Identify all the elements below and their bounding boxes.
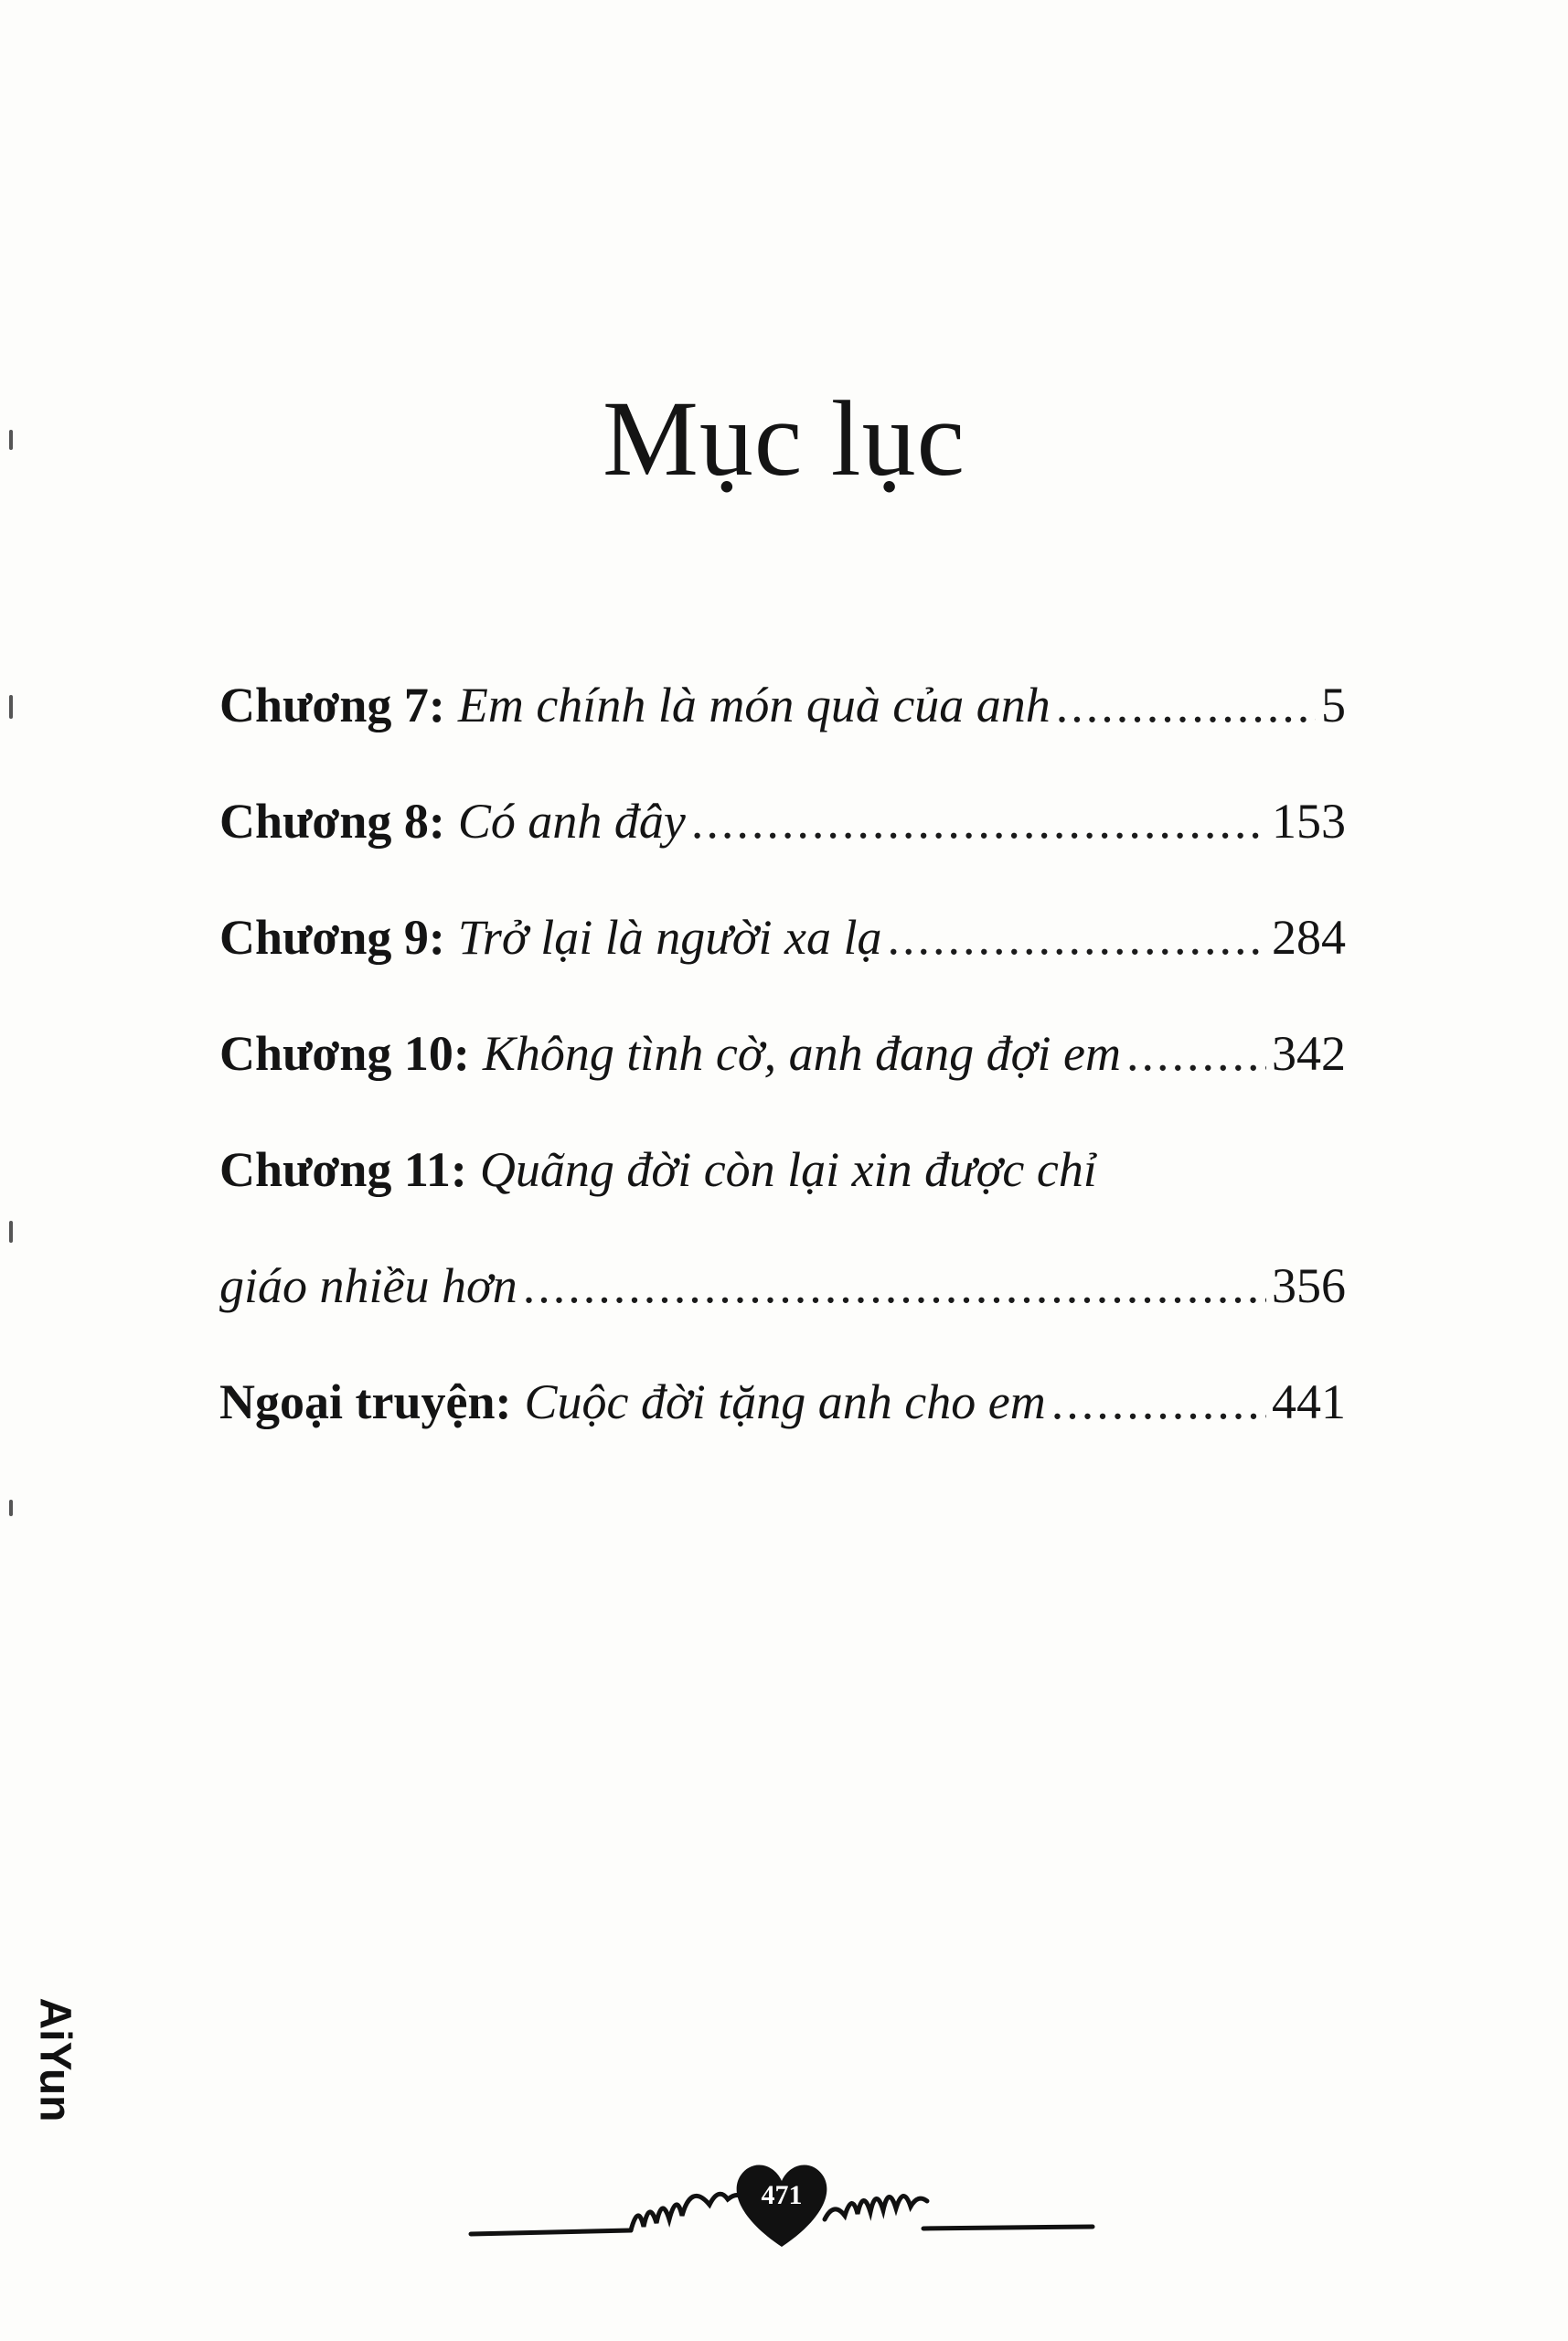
toc-chapter-label: Ngoại truyện: bbox=[219, 1374, 512, 1429]
toc-entry-chapter-8 bbox=[219, 793, 1346, 909]
toc-chapter-title-continued: giáo nhiều hơn bbox=[219, 1258, 517, 1313]
toc-chapter-label: Chương 11: bbox=[219, 1142, 467, 1197]
toc-entry-chapter-7 bbox=[219, 677, 1346, 793]
toc-page-number: 284 bbox=[1272, 910, 1346, 965]
toc-chapter-label: Chương 9: bbox=[219, 910, 445, 965]
toc-page-number: 153 bbox=[1272, 794, 1346, 849]
toc-entry-chapter-11 bbox=[219, 1141, 1346, 1257]
toc-chapter-title: Có anh đây bbox=[457, 794, 686, 849]
toc-page-number: 342 bbox=[1272, 1026, 1346, 1081]
scan-mark bbox=[9, 1221, 13, 1243]
scan-mark bbox=[9, 1500, 13, 1516]
toc-page-number: 441 bbox=[1272, 1374, 1346, 1429]
toc-entry-epilogue bbox=[219, 1374, 1346, 1490]
toc-chapter-title: Quãng đời còn lại xin được chỉ bbox=[479, 1142, 1097, 1197]
page-title: Mục lục bbox=[603, 379, 965, 498]
page-number: 471 bbox=[761, 2180, 803, 2210]
toc-chapter-title: Cuộc đời tặng anh cho em bbox=[524, 1374, 1046, 1429]
toc-page-number: 356 bbox=[1272, 1258, 1346, 1313]
toc-chapter-label: Chương 7: bbox=[219, 678, 445, 732]
toc-chapter-label: Chương 8: bbox=[219, 794, 445, 849]
toc-leader-dots bbox=[888, 909, 1267, 966]
table-of-contents bbox=[219, 677, 1346, 1490]
toc-leader-dots bbox=[1051, 1374, 1266, 1430]
toc-entry-chapter-9 bbox=[219, 909, 1346, 1025]
toc-chapter-label: Chương 10: bbox=[219, 1026, 470, 1081]
toc-entry-chapter-10 bbox=[219, 1025, 1346, 1141]
toc-chapter-title: Trở lại là người xa lạ bbox=[457, 910, 882, 965]
toc-leader-dots bbox=[523, 1257, 1266, 1314]
toc-page-number: 5 bbox=[1321, 678, 1346, 732]
toc-chapter-title: Em chính là món quà của anh bbox=[457, 678, 1051, 732]
toc-chapter-title: Không tình cờ, anh đang đợi em bbox=[482, 1026, 1121, 1081]
scan-mark bbox=[9, 695, 13, 719]
toc-leader-dots bbox=[691, 793, 1266, 850]
toc-leader-dots bbox=[1126, 1025, 1266, 1082]
toc-leader-dots bbox=[1056, 677, 1316, 733]
scan-mark bbox=[9, 430, 13, 450]
toc-entry-chapter-11-continued bbox=[219, 1257, 1346, 1374]
publisher-logo-icon: AiYun bbox=[30, 1997, 80, 2122]
